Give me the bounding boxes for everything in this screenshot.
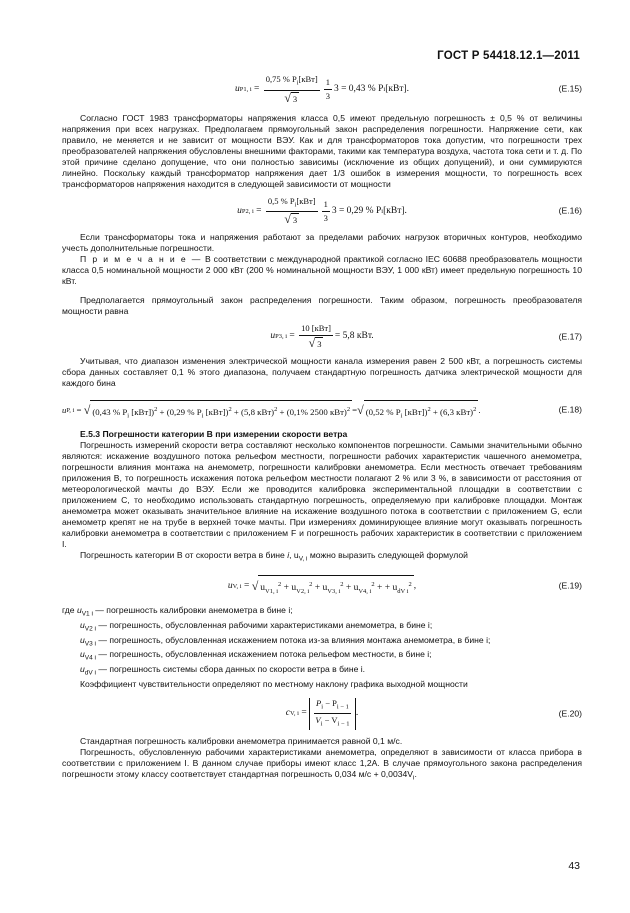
eq-sup: 2 [278,581,282,589]
eq-symbol: u [62,404,67,415]
eq-sub: i [127,412,130,420]
paragraph: Согласно ГОСТ 1983 трансформаторы напряжения класса 0,5 имеют предельную погрешность ± 0,5 % от величины напряжения при всех нагрузках. Предполагаем прямоугольный закон распределения погрешности. Напряжение сети, как правило, не меняется и не зависит от мощности ВЭУ. Как и для трансформаторов тока допустим, что погрешности трех преобразователей напряжения обусловлены внешними факторами, такими как температура воздуха, частота тока сети и т. д. По этой причине сделано допущение, что они полностью зависимы (исключение из общих допущений), и они суммируются линейно. Поскольку каждый трансформатор напряжения дает 1/3 ошибок в измерения мощности, то погрешность всех трансформаторов напряжения находится в следующей зависимости от мощности [62,112,582,189]
eq-text: [кВт]. [385,83,410,94]
eq-text: − P [323,697,337,708]
eq-sub: P, i [66,406,75,414]
fraction-numerator: 1 [322,199,330,212]
eq-text: (0,43 % P [92,406,128,417]
note-label: П р и м е ч а н и е — [80,254,202,265]
eq-text: (0,52 % P [365,406,401,417]
eq-text: [кВт]) [402,406,428,417]
eq-text: 0,75 % P [265,74,297,84]
fraction-numerator [264,74,320,91]
eq-sub: V1, i [265,588,279,596]
eq-sub: i [320,721,323,729]
text-run: , u [289,550,299,561]
fraction [299,323,333,350]
eq-sub: P3, i [275,333,287,341]
paragraph: Стандартная погрешность калибровки анемометра принимается равной 0,1 м/с. [80,736,403,747]
definition-sub: V4 i [84,654,96,662]
eq-sub: i [321,703,324,711]
eq-sub: i [400,412,403,420]
paragraph [62,550,582,565]
equation-e19-body: u V, i = √ $u_{V1, i}^2 + u_{V2, i}^2 + u_{V3, i}^2 + u_{V4, i}^2$ + + $u_{dV i}^2$ , [228,575,416,597]
radical-sign: √ [284,212,291,227]
eq-text: V [315,715,321,726]
paragraph [62,747,582,784]
equation-e20 [62,698,582,730]
equation-e15-body: u P1, i = 0,75 % $P_i[кВт]$ √ 3 $\frac{1}{3}$ 3 = 0,43 % P i [кВт]. [234,74,410,105]
definition-symbol: u [76,605,82,616]
fraction-numerator: 1 [324,77,332,90]
eq-text: 0,5 % P [267,195,295,206]
eq-symbol: u [227,580,233,591]
definition-sub: V2 i [84,625,96,633]
eq-text: + + u [374,583,398,594]
equation-e16 [62,196,582,227]
eq-text: [кВт]) [129,406,155,417]
eq-sub: dV i [397,588,409,596]
definition-symbol: u [80,663,85,674]
definition-lead: где [62,605,77,616]
eq-sub: i [296,79,299,87]
definition-item [62,620,582,635]
eq-sup: 2 [427,405,431,413]
equation-number: (Е.18) [558,404,582,415]
eq-sup: 2 [371,581,375,589]
eq-text: [кВт] [298,74,318,84]
equation-number: (Е.15) [558,83,582,94]
definition-text: — погрешность, обусловленная искажением потока рельефом местности, в бине i; [95,649,432,660]
eq-text: + (0,29 % P [157,406,202,417]
definition-text: — погрешность системы сбора данных по скорости ветра в бине i. [95,663,366,674]
eq-text: 3 = 0,43 % P [333,83,384,94]
eq-sup: 2 [274,405,278,413]
sqrt [251,575,417,597]
eq-text: − V [322,715,338,726]
eq-sub: V, i [290,710,299,718]
sqrt [357,400,481,422]
eq-symbol: u [237,205,242,216]
fraction [264,74,320,105]
eq-text: . [355,708,359,719]
definition-symbol: u [80,619,85,630]
paragraph: Если трансформаторы тока и напряжения работают за пределами рабочих нагрузок вторичных контуров, необходимо учесть дополнительные погрешности. [62,232,582,254]
sqrt [284,92,299,105]
radical-sign: √ [357,402,364,417]
definition-item [62,605,582,620]
text-run: можно выразить следующей формулой [307,550,468,561]
eq-sup: 2 [309,581,313,589]
equation-number: (Е.16) [558,205,582,216]
paragraph: Учитывая, что диапазон изменения электрической мощности канала измерения равен 2 500 кВт, а погрешность системы сбора данных составляет 0,1 % этого диапазона, получаем стандартную погрешность датчика электрической мощности для каждого бина [62,356,582,389]
eq-sup: 2 [154,405,158,413]
document-header: ГОСТ Р 54418.12.1—2011 [437,50,580,62]
eq-sub: i − 1 [337,721,350,729]
sqrt [284,213,299,226]
sqrt [84,400,352,422]
eq-sub: i [383,85,386,93]
eq-sub: V4, i [358,588,372,596]
eq-text: , [413,580,417,591]
eq-text: P [316,697,322,708]
eq-text: [кВт]. [383,205,407,216]
eq-sub: i − 1 [336,703,349,711]
eq-sub: V3, i [327,588,341,596]
fraction-denominator: 3 [323,212,328,223]
eq-sub: V, i [232,582,242,590]
equation-e17-body: u P3, i = 10 [кВт] √ 3 = 5,8 кВт. [270,323,374,351]
eq-text: + u [281,583,297,594]
eq-symbol: u [234,83,240,94]
eq-sub: i [201,412,204,420]
eq-text: + u [312,583,328,594]
eq-text: 3 [292,215,298,226]
paragraph: Коэффициент чувствительности определяют по местному наклону графика выходной мощности [80,678,468,689]
text-run: . [414,769,417,780]
sqrt-body [90,400,352,422]
definition-sub: V1 i [81,610,93,618]
fraction [314,698,351,730]
eq-text: + u [343,583,359,594]
fraction-denominator [315,714,349,730]
eq-text: 3 = 0,29 % P [331,205,382,216]
radical-sign: √ [83,402,91,417]
eq-sup: 2 [408,581,412,589]
definition-sub: dV i [84,669,96,677]
page-content [62,74,582,784]
paragraph: Предполагается прямоугольный закон распределения погрешности. Таким образом, погрешность преобразователя мощности равна [62,295,582,317]
equation-e16-body: u P2, i = 0,5 % $P_i[кВт]$ √ 3 $\frac{1}{3}$ 3 = 0,29 % P i [кВт]. [237,195,407,227]
fraction [324,77,332,102]
absolute-value [309,697,359,730]
page-number: 43 [568,860,580,872]
equation-e15 [62,74,582,105]
eq-text: = [352,404,358,415]
eq-sup: 2 [340,581,344,589]
fraction-numerator [266,196,318,213]
eq-sub: P2, i [241,207,254,215]
radical-sign: √ [308,336,316,351]
section-title: Е.5.3 Погрешности категории В при измерении скорости ветра [80,429,348,440]
text-sub: V, i [298,556,308,564]
eq-text: [кВт] [296,195,316,206]
definition-item [62,649,582,664]
definition-item [62,635,582,650]
eq-symbol: c [285,708,291,719]
fraction-numerator [314,698,351,715]
sqrt [309,337,324,350]
eq-text: 3 [317,339,322,350]
radical-sign: √ [284,90,291,105]
equation-number: (Е.19) [558,580,582,591]
fraction [322,199,330,224]
eq-sub: i [294,201,297,209]
eq-text: u [260,583,266,594]
eq-text: 3 [292,93,298,104]
symbol-definitions [62,605,582,679]
equation-e18 [62,397,582,423]
fraction [266,196,318,227]
definition-text: — погрешность, обусловленная рабочими характеристиками анемометра, в бине i; [95,619,433,630]
eq-text: + (6,3 кВт) [430,406,474,417]
text-sub: i [413,774,415,782]
eq-text: = 5,8 кВт. [334,331,374,342]
note-text: В соответствии с международной практикой согласно IEC 60688 преобразователь мощности класса 0,5 номинальной мощности 2 000 кВт (200 % номинальной мощности ВЭУ, 1 000 кВт) имеет предельную погрешность 10 кВт. [62,254,582,287]
text-run: Погрешность категории В от скорости ветра в бине [80,550,288,561]
eq-sub: i [381,207,384,215]
fraction-denominator: 3 [325,90,330,101]
eq-sup: 2 [228,405,232,413]
text-run: Погрешность, обусловленную рабочими характеристиками анемометра, определяют в зависимости от класса прибора в соответствии с приложением I. В данном случае приборы имеют класс 1,2А. В случае прямоугольного закона распределения погрешности этому классу соответствует стандартная погрешность 0,034 м/с + 0,0034V [62,747,582,780]
eq-sub: P1, i [239,85,252,93]
fraction-denominator [284,91,299,105]
sqrt-body [364,400,479,422]
fraction-numerator: 10 [кВт] [299,323,333,336]
equation-e17 [62,323,582,350]
equation-number: (Е.17) [558,331,582,342]
eq-symbol: u [270,331,276,342]
equation-e18-body: u P, i = √ (0,43 % $P_i$ [кВт])$^2$ + (0,29 % $P_i$ [кВт])$^2$ + (5,8 кВт)$^2$ + (0,1% 2500 кВт)$^2$ = √ (0,52 % $P_i$ [кВт])$^2$ + (6,3 кВт)$^2$ . [62,400,481,422]
eq-sup: 2 [473,405,477,413]
definition-item [62,664,582,679]
eq-text: + (5,8 кВт) [231,406,275,417]
eq-sup: 2 [346,405,351,413]
equation-e19 [62,573,582,599]
text-run: i [287,550,290,561]
definition-text: — погрешность калибровки анемометра в бине i; [92,605,293,616]
equation-e20-body: c V, i = $\frac{P_i - P_{i - 1}}{V_i - V_{i - 1}}$ . [285,697,359,729]
definition-symbol: u [80,634,85,645]
eq-text: + (0,1% 2500 кВт) [277,406,347,417]
definition-sub: V3 i [84,640,96,648]
definition-text: — погрешность, обусловленная искажением потока из-за влияния монтажа анемометра, в бине i; [95,634,491,645]
definition-symbol: u [80,649,85,660]
note [62,254,582,287]
fraction-denominator [284,212,299,226]
equation-number: (Е.20) [558,708,582,719]
eq-text: . [478,404,481,415]
paragraph: Погрешность измерений скорости ветра составляют несколько компонентов погрешности. Самыми значительными обычно являются: искажение воздушного потока рельефом местности, погрешности рабочих характеристик чашечного анемометра, погрешности влияния монтажа на анемометр, погрешности калибровки анемометра. Если местность отвечает требованиям приложения В, то погрешность искажения потока рельефом местности полагают 2 % или 3 %, в зависимости от расстояния от метеорологической мачты до ВЭУ. Если же проводится калибровка экспериментальной площадки в соответствии с приложением С, то необходимо использовать стандартную погрешность, определяемую при калибровке площадки. Монтаж анемометра может оказывать значительное влияние на искажение воздушного потока в соответствии с приложением G, если анемометр крепят не на трубе в верхней точке мачты. При измерениях доминирующее влияние могут оказывать погрешность калибровки анемометра в соответствии с приложением F и погрешность рабочих характеристик в соответствии с приложением I. [62,440,582,550]
eq-text: [кВт]) [203,406,229,417]
radical-sign: √ [251,578,259,593]
eq-sub: V2, i [296,588,310,596]
fraction-denominator [309,336,324,350]
sqrt-body [258,575,413,597]
